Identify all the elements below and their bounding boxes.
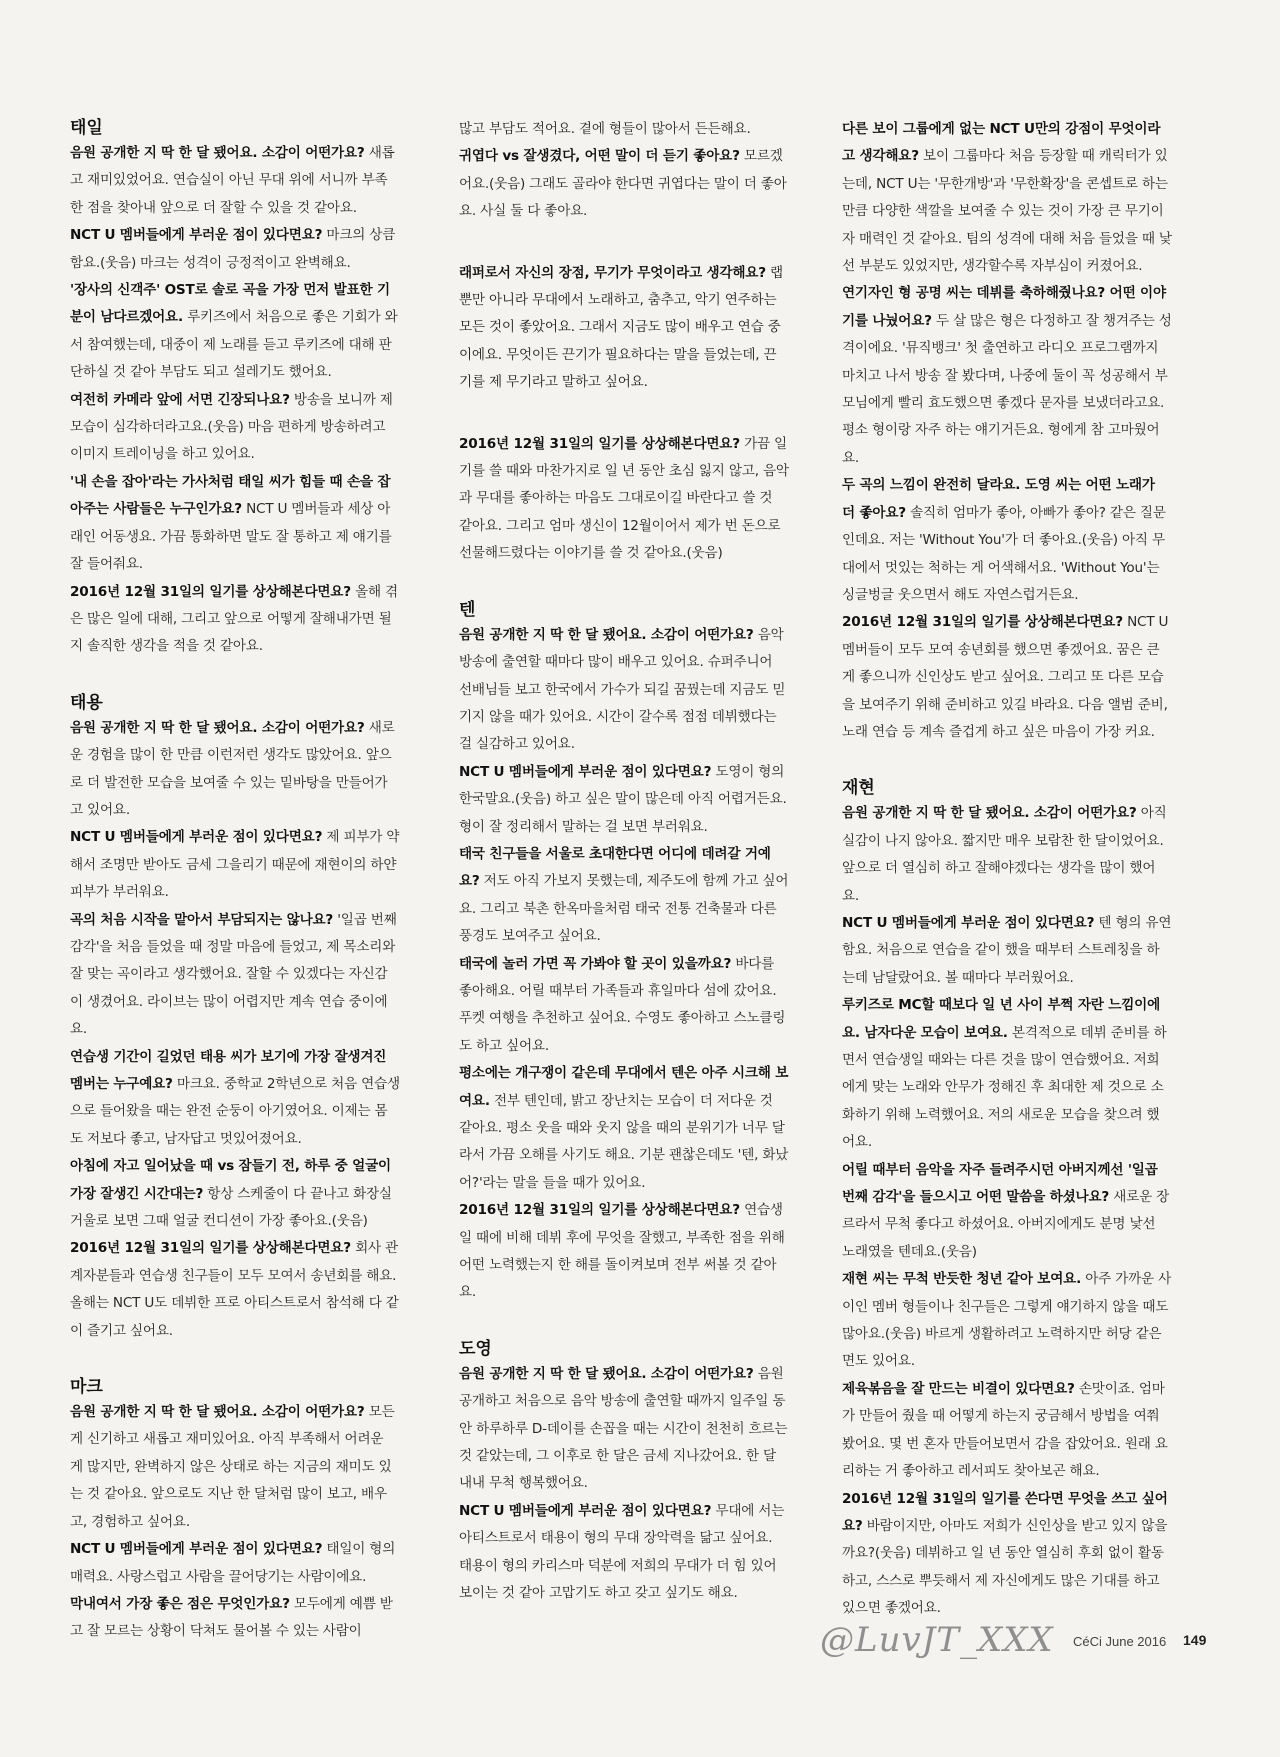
answer: 무대에 서는 아티스트로서 태용이 형의 무대 장악력을 닮고 싶어요. 태용이 형의 카리스마 덕분에 저희의 무대가 더 힘 있어 보이는 것 같아 고맙기도 하고 갖고 싶기도 해요. [459,1502,785,1602]
qa-item [70,1235,400,1345]
answer: 연습생일 때에 비해 데뷔 후에 무엇을 잘했고, 부족한 점을 위해 어떤 노력했는지 한 해를 돌이켜보며 전부 써볼 것 같아요. [459,1202,785,1301]
member-name-taeil: 태일 [70,118,103,138]
qa-item [70,579,400,661]
pull-quote-question: 래퍼로서 자신의 장점, 무기가 무엇이라고 생각해요? [459,264,766,281]
answer: 모든 게 신기하고 새롭고 재미있어요. 아직 부족해서 어려운 게 많지만, 완벽하지 않은 상태로 하는 지금의 재미도 있는 것 같아요. 앞으로도 지난 한 달처럼 많이 보고, 배우고, 경험하고 싶어요. [70,1404,395,1530]
qa-item [70,1044,400,1154]
qa-item [842,472,1172,609]
qa-item [459,1361,789,1498]
question: NCT U 멤버들에게 부러운 점이 있다면요? [70,1541,323,1558]
member-name-mark: 마크 [70,1377,103,1398]
question: NCT U 멤버들에게 부러운 점이 있다면요? [459,763,712,780]
question: 2016년 12월 31일의 일기를 상상해본다면요? [842,614,1123,631]
qa-item [459,431,789,568]
question: NCT U 멤버들에게 부러운 점이 있다면요? [459,1502,712,1519]
question: 음원 공개한 지 딱 한 달 됐어요. 소감이 어떤가요? [70,719,365,736]
answer: NCT U 멤버들이 모두 모여 송년회를 했으면 좋겠어요. 꿈은 큰 게 좋으니까 신인상도 받고 싶어요. 그리고 또 다른 모습을 보여주기 위해 준비하고 있길 바라요. 다음 앨범 준비, 노래 연습 등 계속 즐겁게 하고 싶은 마음이 가장 커요. [842,614,1169,740]
question: 음원 공개한 지 딱 한 달 됐어요. 소감이 어떤가요? [459,626,754,643]
answer: 음원 공개하고 처음으로 음악 방송에 출연할 때까지 일주일 동안 하루하루 D-데이를 손꼽을 때는 시간이 천천히 흐르는 것 같았는데, 그 이후로 한 달은 금세 지나갔어요. 한 달 내내 무척 행복했어요. [459,1365,788,1492]
qa-item [459,1498,789,1608]
answer: 바람이지만, 아마도 저희가 신인상을 받고 있지 않을까요?(웃음) 데뷔하고 일 년 동안 열심히 후회 없이 활동하고, 스스로 뿌듯해서 제 자신에게도 많은 기대를 하고 있으면 좋겠어요. [842,1517,1168,1617]
qa-item [70,222,400,277]
question: 음원 공개한 지 딱 한 달 됐어요. 소감이 어떤가요? [842,805,1137,822]
qa-item [842,910,1172,992]
answer: 본격적으로 데뷔 준비를 하면서 연습생일 때와는 다른 것을 많이 연습했어요. 저희에게 맞는 노래와 안무가 정해진 후 최대한 제 것으로 소화하기 위해 노력했어요. 저의 새로운 모습을 찾으려 했어요. [842,1024,1167,1151]
answer: 마크요. 중학교 2학년으로 처음 연습생으로 들어왔을 때는 완전 순둥이 아기였어요. 이제는 몸도 저보다 좋고, 남자답고 멋있어졌어요. [70,1076,400,1147]
question: NCT U 멤버들에게 부러운 점이 있다면요? [842,914,1095,931]
pull-quote [459,260,789,397]
qa-item [842,280,1172,472]
qa-item [842,116,1172,280]
qa-item [459,1197,789,1307]
answer: 솔직히 엄마가 좋아, 아빠가 좋아? 같은 질문인데요. 저는 'Without You'가 더 좋아요.(웃음) 아직 무대에서 멋있는 척하는 게 어색해서요. 'Without You'는 싱글벙글 웃으면서 해도 자연스럽거든요. [842,504,1166,603]
answer: 마크의 상큼함요.(웃음) 마크는 성격이 긍정적이고 완벽해요. [70,227,396,271]
qa-item [70,140,400,222]
question: 어릴 때부터 음악을 자주 들려주시던 아버지께선 '일곱 번째 감각'을 들으시고 어떤 말씀을 하셨나요? [842,1161,1158,1206]
answer: 두 살 많은 형은 다정하고 잘 챙겨주는 성격이에요. '뮤직뱅크' 첫 출연하고 라디오 프로그램까지 마치고 나서 방송 잘 봤다며, 나중에 둘이 꼭 성공해서 부모님에게 빨리 효도했으면 좋겠다 문자를 보냈더라고요. 평소 형이랑 자주 하는 얘기거든요. 형에게 참 고마웠어요. [842,312,1172,466]
answer: 아주 가까운 사이인 멤버 형들이나 친구들은 그렇게 얘기하지 않을 때도 많아요.(웃음) 바르게 생활하려고 노력하지만 허당 같은 면도 있어요. [842,1271,1172,1370]
question: 음원 공개한 지 딱 한 달 됐어요. 소감이 어떤가요? [70,145,365,161]
qa-item [70,1536,400,1591]
qa-item [842,1486,1172,1623]
question: 막내여서 가장 좋은 점은 무엇인가요? [70,1595,290,1612]
question: '내 손을 잡아'라는 가사처럼 태일 씨가 힘들 때 손을 잡아주는 사람들은 누구인가요? [70,473,391,518]
qa-item [70,387,400,469]
qa-item [70,1591,400,1646]
qa-item [70,907,400,1044]
question: 2016년 12월 31일의 일기를 상상해본다면요? [459,435,740,452]
answer: 아직 실감이 나지 않아요. 짧지만 매우 보람찬 한 달이었어요. 앞으로 더 열심히 하고 잘해야겠다는 생각을 많이 했어요. [842,805,1167,904]
answer: 보이 그룹마다 처음 등장할 때 캐릭터가 있는데, NCT U는 '무한개방'과 '무한확장'을 콘셉트로 하는 만큼 다양한 색깔을 보여줄 수 있는 것이 가장 큰 무기이자 매력인 것 같아요. 팀의 성격에 대해 처음 들었을 때 낯선 부분도 있었지만, 생각할수록 자부심이 커졌어요. [842,148,1172,275]
answer: 회사 관계자분들과 연습생 친구들이 모두 모여서 송년회를 해요. 올해는 NCT U도 데뷔한 프로 아티스트로서 참석해 다 같이 즐기고 싶어요. [70,1240,399,1339]
answer: 새롭고 재미있었어요. 연습실이 아닌 무대 위에 서니까 부족한 점을 찾아내 앞으로 더 잘할 수 있을 것 같아요. [70,145,395,216]
question: 태국 친구들을 서울로 초대한다면 어디에 데려갈 거예요? [459,845,771,890]
answer: 모두에게 예쁨 받고 잘 모르는 상황이 닥쳐도 물어볼 수 있는 사람이 [70,1595,393,1640]
qa-item [459,759,789,841]
member-name-jaehyun: 재현 [842,778,875,799]
question: 태국에 놀러 가면 꼭 가봐야 할 곳이 있을까요? [459,955,732,972]
qa-item [459,1060,789,1197]
question: 평소에는 개구쟁이 같은데 무대에서 텐은 아주 시크해 보여요. [459,1065,789,1109]
answer: 도영이 형의 한국말요.(웃음) 하고 싶은 말이 많은데 아직 어렵거든요. 형이 잘 정리해서 말하는 걸 보면 부러워요. [459,763,787,835]
page-footer [820,1620,1240,1670]
question: 여전히 카메라 앞에 서면 긴장되나요? [70,391,290,408]
page-number: 149 [1183,1632,1207,1648]
question: 루키즈로 MC할 때보다 일 년 사이 부쩍 자란 느낌이에요. 남자다운 모습이 보여요. [842,997,1160,1041]
qa-item [459,841,789,951]
qa-item [842,992,1172,1156]
answer: 모르겠어요.(웃음) 그래도 골라야 한다면 귀엽다는 말이 더 좋아요. 사실 둘 다 좋아요. [459,148,787,220]
question: '장사의 신객주' OST로 솔로 곡을 가장 먼저 발표한 기분이 남다르겠어요. [70,282,390,326]
answer: 제 피부가 약해서 조명만 받아도 금세 그을리기 때문에 재현이의 하얀 피부가 부러워요. [70,829,400,901]
answer: 바다를 좋아해요. 어릴 때부터 가족들과 휴일마다 섬에 갔어요. 푸켓 여행을 추천하고 싶어요. 수영도 좋아하고 스노클링도 하고 싶어요. [459,955,786,1054]
answer: 음악 방송에 출연할 때마다 많이 배우고 있어요. 슈퍼주니어 선배님들 보고 한국에서 가수가 되길 꿈꿨는데 지금도 믿기지 않을 때가 있어요. 시간이 갈수록 점점 데뷔했다는 걸 실감하고 있어요. [459,626,786,753]
question: 연기자인 형 공명 씨는 데뷔를 축하해줬나요? 어떤 이야기를 나눴어요? [842,285,1166,329]
answer: 태일이 형의 매력요. 사랑스럽고 사람을 끌어당기는 사람이에요. [70,1541,396,1585]
answer: 텐 형의 유연함요. 처음으로 연습을 같이 했을 때부터 스트레칭을 하는데 남달랐어요. 볼 때마다 부러웠어요. [842,914,1172,986]
member-name-taeyong: 태용 [70,692,103,713]
question: 2016년 12월 31일의 일기를 쓴다면 무엇을 쓰고 싶어요? [842,1490,1168,1534]
qa-item [842,609,1172,746]
qa-item [842,1266,1172,1376]
qa-item [70,1153,400,1235]
question: NCT U 멤버들에게 부러운 점이 있다면요? [70,227,323,244]
article-column-3 [842,116,1172,1623]
watermark: @LuvJT_XXX [820,1620,1054,1660]
qa-item [842,800,1172,910]
answer: '일곱 번째 감각'을 처음 들었을 때 정말 마음에 들었고, 제 목소리와 잘 맞는 곡이라고 생각했어요. 잘할 수 있겠다는 자신감이 생겼어요. 라이브는 많이 어렵지만 계속 연습 중이에요. [70,911,397,1038]
qa-item [70,277,400,387]
qa-item [70,715,400,825]
answer: 방송을 보니까 제 모습이 심각하더라고요.(웃음) 마음 편하게 방송하려고 이미지 트레이닝을 하고 있어요. [70,391,393,463]
member-name-ten: 텐 [459,599,476,620]
qa-item [459,622,789,759]
member-name-doyoung: 도영 [459,1338,492,1359]
question: 곡의 처음 시작을 맡아서 부담되지는 않나요? [70,911,334,928]
answer: 저도 아직 가보지 못했는데, 제주도에 함께 가고 싶어요. 그리고 북촌 한옥마을처럼 태국 전통 건축물과 다른 풍경도 보여주고 싶어요. [459,873,789,945]
question: 제육볶음을 잘 만드는 비결이 있다면요? [842,1380,1075,1397]
pull-quote-answer: 랩뿐만 아니라 무대에서 노래하고, 춤추고, 악기 연주하는 모든 것이 좋았어요. 그래서 지금도 많이 배우고 연습 중이에요. 무엇이든 끈기가 필요하다는 말을 들었는데, 끈기를 제 무기라고 말하고 싶어요. [459,264,783,391]
answer: NCT U 멤버들과 세상 아래인 어동생요. 가끔 통화하면 말도 잘 통하고 제 얘기를 잘 들어줘요. [70,501,392,573]
question: 2016년 12월 31일의 일기를 상상해본다면요? [70,583,351,600]
qa-item [70,824,400,906]
qa-item [459,143,789,225]
answer: 전부 텐인데, 밝고 장난치는 모습이 더 저다운 것 같아요. 평소 웃을 때와 웃지 않을 때의 분위기가 너무 달라서 가끔 오해를 사기도 해요. 기분 괜찮은데도 '텐, 화났어?'라는 말을 들을 때가 있어요. [459,1092,789,1191]
qa-item [842,1376,1172,1486]
qa-item [70,1399,400,1536]
question: 귀엽다 vs 잘생겼다, 어떤 말이 더 듣기 좋아요? [459,148,740,165]
question: 아침에 자고 일어났을 때 vs 잠들기 전, 하루 중 얼굴이 가장 잘생긴 시간대는? [70,1158,391,1202]
magazine-issue: CéCi June 2016 [1073,1634,1167,1649]
article-column-1 [70,116,400,1646]
continued-text: 많고 부담도 적어요. 곁에 형들이 많아서 든든해요. [459,121,751,137]
answer: 가끔 일기를 쓸 때와 마찬가지로 일 년 동안 초심 잃지 않고, 음악과 무대를 좋아하는 마음도 그대로이길 바란다고 쓸 것 같아요. 그리고 엄마 생신이 12월이어서 제가 번 돈으로 선물해드렸다는 이야기를 쓸 것 같아요.(웃음) [459,435,789,562]
answer: 항상 스케줄이 다 끝나고 화장실 거울로 보면 그때 얼굴 컨디션이 가장 좋아요.(웃음) [70,1185,392,1230]
qa-item [459,951,789,1061]
answer: 새로운 경험을 많이 한 만큼 이런저런 생각도 많았어요. 앞으로 더 발전한 모습을 보여줄 수 있는 밑바탕을 만들어가고 있어요. [70,719,395,818]
question: 다른 보이 그룹에게 없는 NCT U만의 강점이 무엇이라고 생각해요? [842,121,1161,165]
question: 음원 공개한 지 딱 한 달 됐어요. 소감이 어떤가요? [459,1365,754,1382]
question: 연습생 기간이 길었던 태용 씨가 보기에 가장 잘생겨진 멤버는 누구예요? [70,1048,387,1092]
question: NCT U 멤버들에게 부러운 점이 있다면요? [70,829,323,846]
question: 2016년 12월 31일의 일기를 상상해본다면요? [459,1202,740,1219]
answer: 루키즈에서 처음으로 좋은 기회가 와서 참여했는데, 대중이 제 노래를 듣고 루키즈에 대해 판단하실 것 같아 부담도 되고 설레기도 했어요. [70,309,398,381]
answer: 새로운 장르라서 무척 좋다고 하셨어요. 아버지에게도 분명 낯선 노래였을 텐데요.(웃음) [842,1189,1170,1260]
question: 2016년 12월 31일의 일기를 상상해본다면요? [70,1240,351,1257]
answer: 손맛이죠. 엄마가 만들어 줬을 때 어떻게 하는지 궁금해서 방법을 여쭤봤어요. 몇 번 혼자 만들어보면서 감을 잡았어요. 원래 요리하는 거 좋아하고 레서피도 찾아보곤 해요. [842,1380,1168,1480]
article-column-2 [459,116,789,1608]
question: 음원 공개한 지 딱 한 달 됐어요. 소감이 어떤가요? [70,1404,365,1421]
qa-item [70,469,400,579]
question: 재현 씨는 무척 반듯한 청년 같아 보여요. [842,1271,1082,1288]
question: 두 곡의 느낌이 완전히 달라요. 도영 씨는 어떤 노래가 더 좋아요? [842,477,1155,521]
answer: 올해 겪은 많은 일에 대해, 그리고 앞으로 어떻게 잘해내가면 될지 솔직한 생각을 적을 것 같아요. [70,583,398,655]
qa-item [842,1157,1172,1267]
